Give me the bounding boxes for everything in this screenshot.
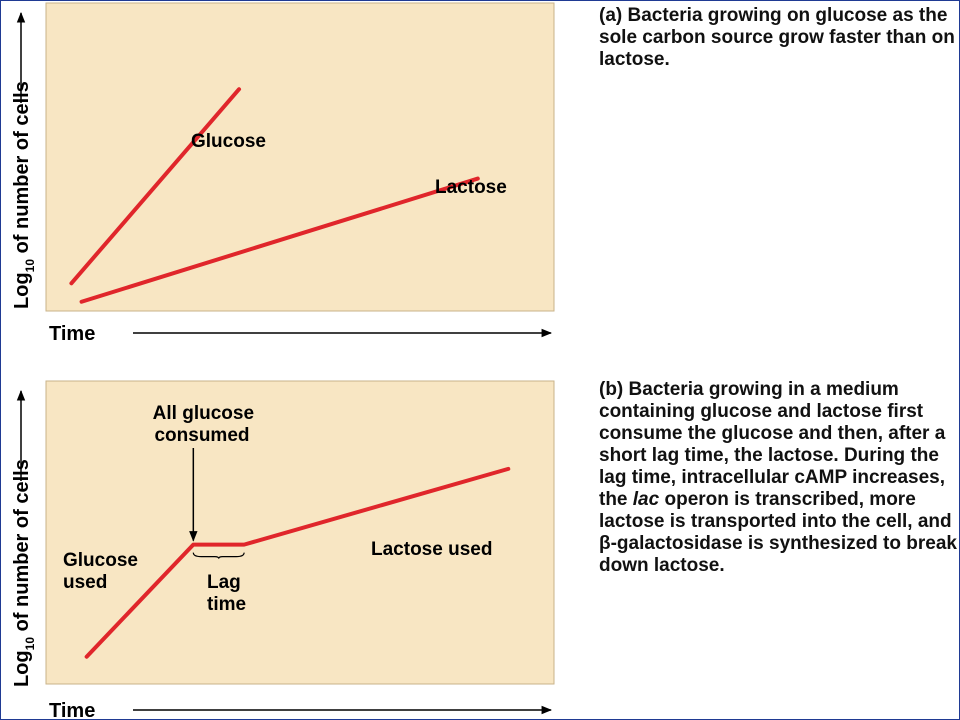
caption-b-tag: (b) [599,379,624,400]
panel-a-series-label-glucose: Glucose [191,131,266,152]
panel-a [11,3,554,345]
panel-b-x-axis-label: Time [49,700,96,719]
panel-b-annotation-lag-time-line-2: time [207,594,247,615]
panel-b-plot-area [46,381,554,684]
caption-b-beta: β [599,533,611,554]
caption-b-text-1: Bacteria growing in a medium containing glucose and lactose first consume the glucose and then, after a short lag time, the lactose. During the lag time, intracellular cAMP increases, the [599,379,946,510]
panel-b [11,381,554,719]
panel-b-annotation-all-glucose-consumed [153,403,260,446]
figure-svg [1,1,959,719]
panel-b-y-axis-label-subscript: 10 [23,636,37,651]
panel-a-y-axis-label-prefix: Log [11,272,33,309]
panel-b-y-axis-label [11,459,37,687]
panel-b-annotation-lag-time-line-1: Lag [207,572,241,593]
caption-a-text: Bacteria growing on glucose as the sole carbon source grow faster than on lactose. [599,5,955,70]
panel-a-y-axis-label-subscript: 10 [23,258,37,273]
panel-a-x-axis-label: Time [49,323,96,345]
caption-b-text-2: operon is transcribed, more lactose is transported into the cell, and [599,489,952,532]
panel-b-annotation-all-glucose-line-2: consumed [154,425,250,446]
caption-panel-b [599,379,959,577]
panel-b-annotation-glucose-used-line-1: Glucose [63,550,138,571]
caption-panel-a [599,5,959,71]
caption-a-tag: (a) [599,5,623,26]
panel-b-y-axis-label-prefix: Log [11,650,33,687]
panel-b-annotation-lag-time [207,572,246,615]
panel-b-annotation-glucose-used-line-2: used [63,572,108,593]
panel-b-annotation-all-glucose-line-1: All glucose [152,403,255,424]
panel-b-annotation-lactose-used: Lactose used [371,539,493,560]
caption-b-text-3: -galactosidase is synthesized to break down lactose. [599,533,957,576]
panel-a-y-axis-label-suffix: of number of cells [11,81,33,259]
panel-b-y-axis-label-suffix: of number of cells [11,459,33,637]
panel-a-plot-area [46,3,554,311]
panel-a-series-label-lactose: Lactose [435,177,507,198]
caption-b-italic-lac: lac [632,489,660,510]
panel-a-y-axis-label [11,81,37,309]
